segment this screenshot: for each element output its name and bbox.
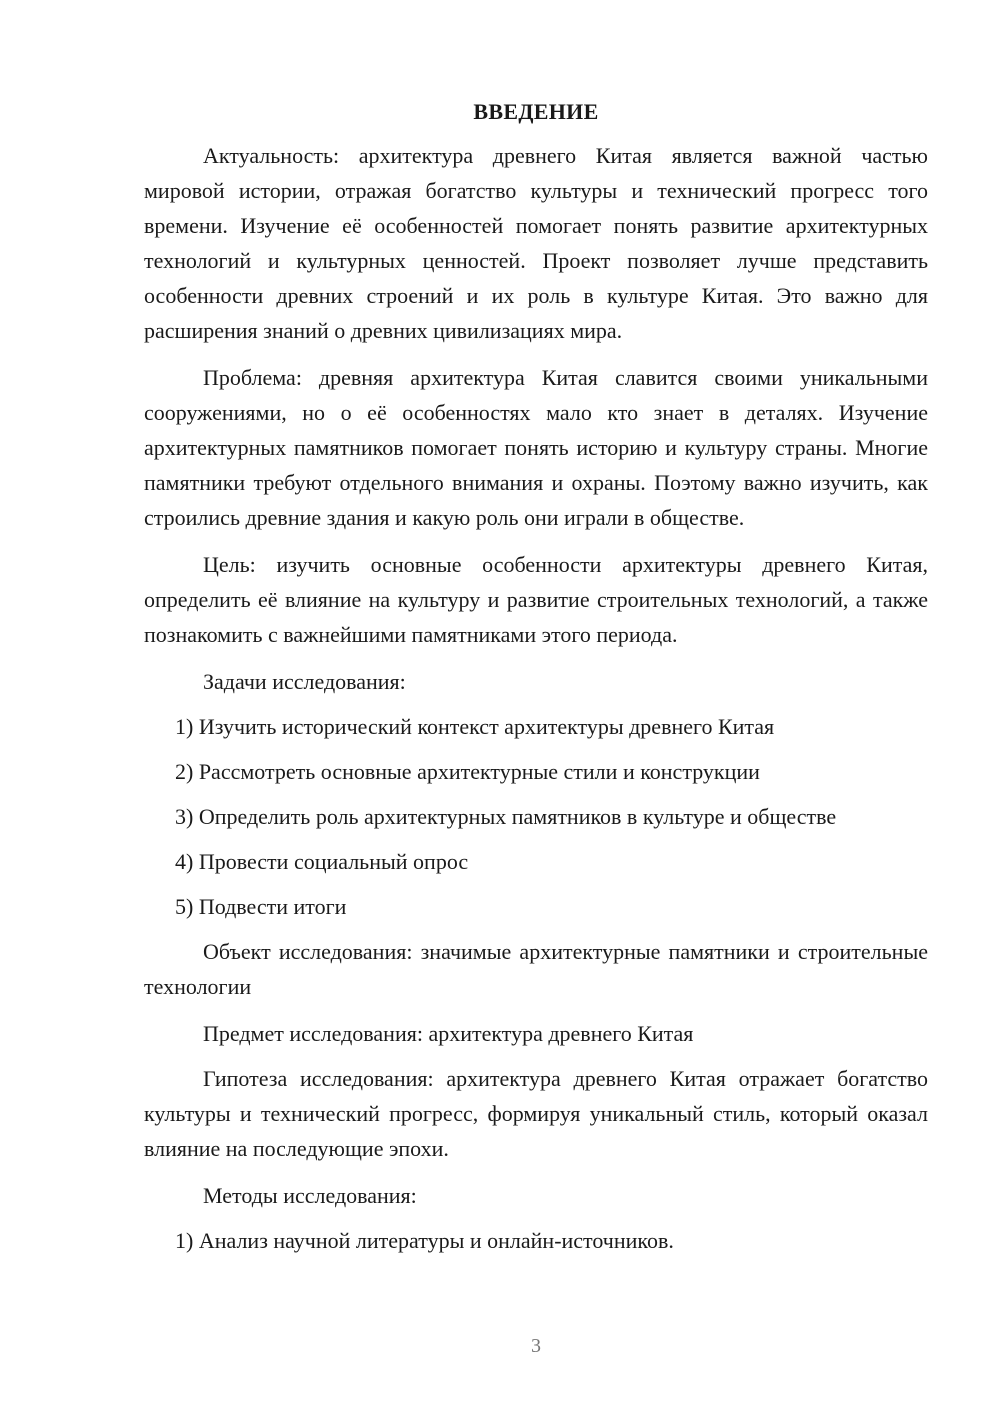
task-item: 5) Подвести итоги <box>175 894 347 919</box>
problem-paragraph: Проблема: древняя архитектура Китая славится своими уникальными сооружениями, но о её особенностях мало кто знает в деталях. Изучение архитектурных памятников помогает понять историю и культуру страны. Многие памятники требуют отдельного внимания и охраны. Поэтому важно изучить, как строились древние здания и какую роль они играли в обществе. <box>144 365 928 530</box>
subject-line: Предмет исследования: архитектура древнего Китая <box>203 1021 694 1046</box>
tasks-title: Задачи исследования: <box>203 669 406 694</box>
method-item: 1) Анализ научной литературы и онлайн-источников. <box>175 1228 674 1253</box>
task-item: 4) Провести социальный опрос <box>175 849 469 874</box>
task-item: 2) Рассмотреть основные архитектурные стили и конструкции <box>175 759 760 784</box>
task-item: 1) Изучить исторический контекст архитектуры древнего Китая <box>175 714 775 739</box>
page-number: 3 <box>531 1335 541 1357</box>
task-item: 3) Определить роль архитектурных памятников в культуре и обществе <box>175 804 837 829</box>
section-heading: ВВЕДЕНИЕ <box>473 99 599 124</box>
goal-paragraph: Цель: изучить основные особенности архитектуры древнего Китая, определить её влияние на культуру и развитие строительных технологий, а также познакомить с важнейшими памятниками этого периода. <box>144 552 928 647</box>
hypothesis-paragraph: Гипотеза исследования: архитектура древнего Китая отражает богатство культуры и технический прогресс, формируя уникальный стиль, который оказал влияние на последующие эпохи. <box>144 1066 928 1161</box>
object-paragraph: Объект исследования: значимые архитектурные памятники и строительные технологии <box>144 939 928 999</box>
relevance-paragraph: Актуальность: архитектура древнего Китая является важной частью мировой истории, отражая богатство культуры и технический прогресс того времени. Изучение её особенностей помогает понять развитие архитектурных технологий и культурных ценностей. Проект позволяет лучше представить особенности древних строений и их роль в культуре Китая. Это важно для расширения знаний о древних цивилизациях мира. <box>144 143 928 343</box>
methods-title: Методы исследования: <box>203 1183 417 1208</box>
page-content <box>144 96 928 1268</box>
